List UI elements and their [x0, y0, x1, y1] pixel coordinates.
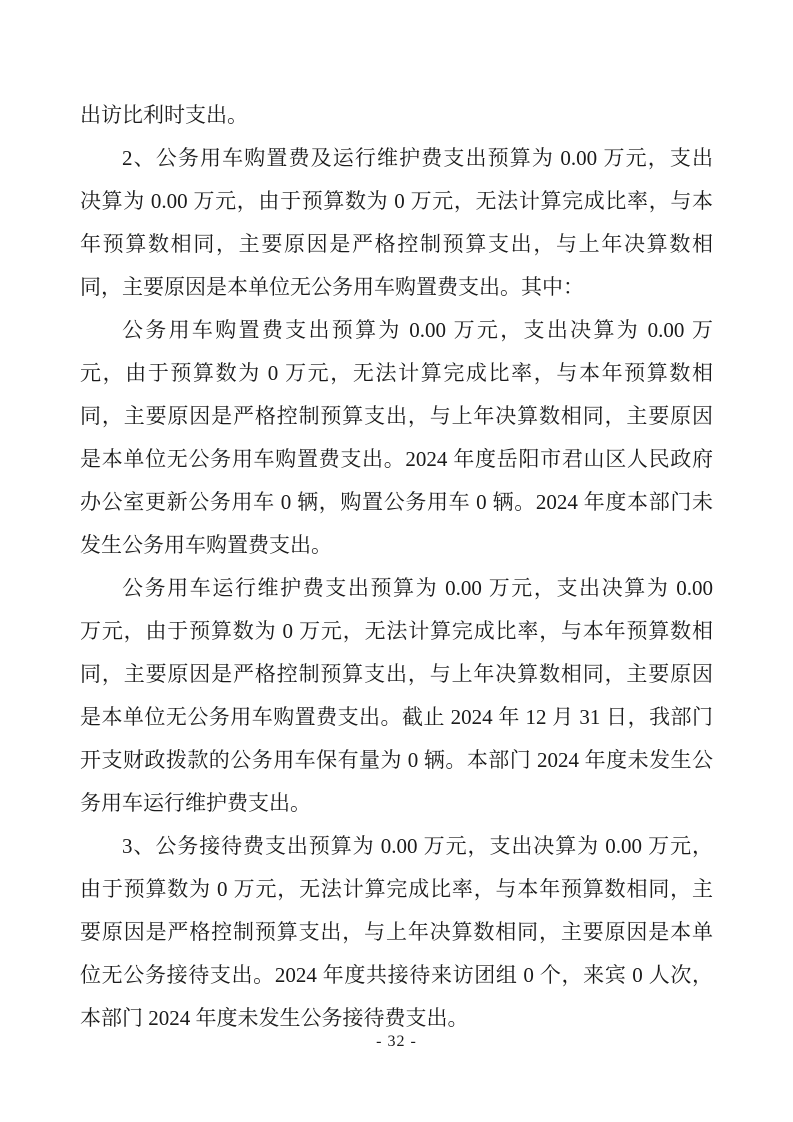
- paragraph-line: 同，主要原因是严格控制预算支出，与上年决算数相同，主要原因: [80, 662, 713, 686]
- paragraph-line: 由于预算数为 0 万元，无法计算完成比率，与本年预算数相同，主: [80, 877, 713, 901]
- paragraph-line: 决算为 0.00 万元，由于预算数为 0 万元，无法计算完成比率，与本: [80, 189, 713, 213]
- paragraph-line: 同，主要原因是严格控制预算支出，与上年决算数相同，主要原因: [80, 404, 713, 428]
- paragraph-line: 开支财政拨款的公务用车保有量为 0 辆。本部门 2024 年度未发生公: [80, 748, 713, 772]
- paragraph-line: 年预算数相同，主要原因是严格控制预算支出，与上年决算数相: [80, 232, 713, 256]
- paragraph-line: 万元，由于预算数为 0 万元，无法计算完成比率，与本年预算数相: [80, 619, 713, 643]
- paragraph-line: 同，主要原因是本单位无公务用车购置费支出。其中：: [80, 275, 584, 299]
- paragraph-line: 要原因是严格控制预算支出，与上年决算数相同，主要原因是本单: [80, 920, 713, 944]
- paragraph-line: 务用车运行维护费支出。: [80, 791, 311, 815]
- page-number: - 32 -: [376, 1033, 417, 1050]
- paragraph-line: 公务用车购置费支出预算为 0.00 万元，支出决算为 0.00 万: [122, 318, 713, 342]
- paragraph-line: 出访比利时支出。: [80, 103, 248, 127]
- paragraph-line: 本部门 2024 年度未发生公务接待费支出。: [80, 1006, 469, 1030]
- paragraph-line: 3、公务接待费支出预算为 0.00 万元，支出决算为 0.00 万元，: [122, 834, 713, 858]
- paragraph-line: 公务用车运行维护费支出预算为 0.00 万元，支出决算为 0.00: [122, 576, 713, 600]
- paragraph-line: 元，由于预算数为 0 万元，无法计算完成比率，与本年预算数相: [80, 361, 713, 385]
- paragraph-line: 2、公务用车购置费及运行维护费支出预算为 0.00 万元，支出: [122, 146, 713, 170]
- paragraph-line: 发生公务用车购置费支出。: [80, 533, 332, 557]
- paragraph-line: 位无公务接待支出。2024 年度共接待来访团组 0 个，来宾 0 人次，: [80, 963, 713, 987]
- paragraph-line: 办公室更新公务用车 0 辆，购置公务用车 0 辆。2024 年度本部门未: [80, 490, 713, 514]
- paragraph-line: 是本单位无公务用车购置费支出。截止 2024 年 12 月 31 日，我部门: [80, 705, 713, 729]
- document-body: [80, 94, 713, 1040]
- paragraph-line: 是本单位无公务用车购置费支出。2024 年度岳阳市君山区人民政府: [80, 447, 713, 471]
